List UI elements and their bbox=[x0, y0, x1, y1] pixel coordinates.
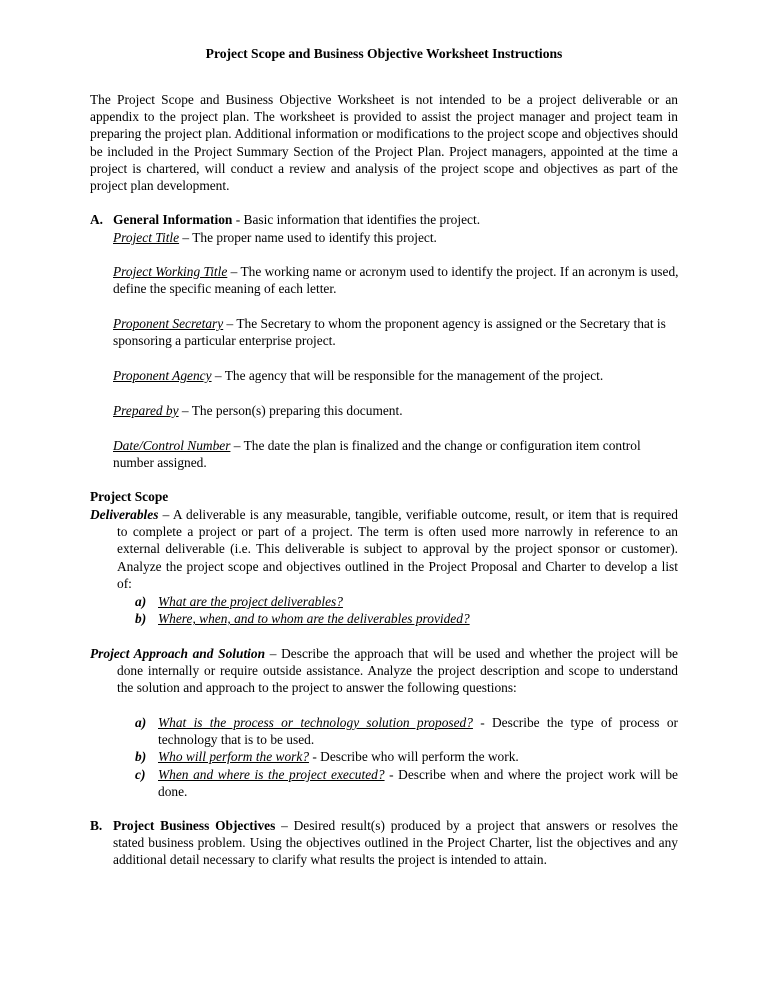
list-item bbox=[135, 593, 678, 610]
list-item bbox=[135, 748, 678, 765]
field-prepared-by bbox=[113, 402, 683, 419]
field-desc: – The person(s) preparing this document. bbox=[178, 403, 403, 418]
field-proponent-secretary bbox=[113, 315, 683, 349]
approach-paragraph bbox=[90, 645, 678, 697]
field-term: Project Working Title bbox=[113, 264, 228, 279]
deliverables-paragraph bbox=[90, 506, 678, 592]
question-letter: b) bbox=[135, 749, 147, 765]
field-desc: – The working name or acronym used to identify the project. If an acronym is used, define the specific meaning of each letter. bbox=[113, 264, 679, 297]
field-desc: – The agency that will be responsible for the management of the project. bbox=[211, 368, 604, 383]
question-letter: a) bbox=[135, 594, 147, 609]
page-title: Project Scope and Business Objective Worksheet Instructions bbox=[205, 46, 563, 61]
question-text: What are the project deliverables? bbox=[158, 594, 343, 609]
field-term: Proponent Secretary bbox=[113, 316, 224, 331]
project-scope-heading: Project Scope bbox=[90, 489, 169, 504]
approach-question-list bbox=[135, 714, 678, 800]
field-proponent-agency bbox=[113, 367, 683, 384]
section-b-letter: B. bbox=[90, 818, 103, 833]
question-letter: a) bbox=[135, 715, 147, 730]
section-a-heading bbox=[90, 211, 690, 228]
question-desc: - Describe who will perform the work. bbox=[309, 749, 519, 765]
field-desc: – The Secretary to whom the proponent agency is assigned or the Secretary that is sponsoring a particular enterprise project. bbox=[113, 316, 666, 349]
deliverables-text: – A deliverable is any measurable, tangible, verifiable outcome, result, or item that is required to complete a project or part of a project. The term is often used more narrowly in reference to an external deliverable (i.e. This deliverable is subject to approval by the project sponsor or customer). Analyze the project scope and objectives outlined in the Project Proposal and Charter to develop a list of: bbox=[117, 507, 678, 591]
list-item bbox=[135, 766, 678, 800]
list-item bbox=[135, 714, 678, 748]
field-term: Proponent Agency bbox=[113, 368, 212, 383]
intro-paragraph: The Project Scope and Business Objective Worksheet is not intended to be a project deliverable or an appendix to the project plan. The worksheet is provided to assist the project manager and project team in preparing the project plan. Additional information or modifications to the project scope and objectives should be included in the Project Summary Section of the Project Plan. Project managers, appointed at the time a project is chartered, will conduct a review and analysis of the project scope and objectives as part of the project plan development. bbox=[90, 92, 678, 194]
section-b-paragraph bbox=[90, 817, 678, 869]
field-project-title bbox=[113, 229, 683, 246]
field-term: Date/Control Number bbox=[113, 438, 231, 453]
deliverables-question-list bbox=[135, 593, 678, 627]
field-desc: – The proper name used to identify this project. bbox=[179, 230, 437, 245]
question-text: What is the process or technology solution proposed? bbox=[158, 715, 473, 730]
approach-lead: Project Approach and Solution bbox=[90, 646, 266, 661]
section-a-desc: - Basic information that identifies the project. bbox=[232, 212, 481, 227]
field-desc: – The date the plan is finalized and the change or configuration item control number assigned. bbox=[113, 438, 641, 471]
question-letter: b) bbox=[135, 611, 147, 627]
field-project-working-title bbox=[113, 263, 683, 297]
section-a-letter: A. bbox=[90, 212, 104, 227]
question-letter: c) bbox=[135, 766, 146, 782]
question-text: Where, when, and to whom are the deliverables provided? bbox=[158, 611, 470, 627]
question-desc: - Describe when and where the project work will be done. bbox=[158, 766, 678, 799]
deliverables-lead: Deliverables bbox=[90, 507, 159, 522]
section-b-title: Project Business Objectives bbox=[113, 818, 276, 833]
question-text: Who will perform the work? bbox=[158, 749, 310, 765]
field-term: Project Title bbox=[113, 230, 180, 245]
section-b-text: – Desired result(s) produced by a project that answers or resolves the stated business problem. Using the objectives outlined in the Project Charter, list the objectives and any additional detail necessary to clarify what results the project is intended to attain. bbox=[113, 818, 678, 868]
section-a-title: General Information bbox=[113, 212, 233, 227]
question-text: When and where is the project executed? bbox=[158, 766, 385, 782]
question-desc: - Describe the type of process or technology that is to be used. bbox=[158, 715, 678, 748]
field-term: Prepared by bbox=[113, 403, 179, 418]
approach-text: – Describe the approach that will be used and whether the project will be done internally or require outside assistance. Analyze the project description and scope to understand the solution and approach to the project to answer the following questions: bbox=[117, 646, 678, 696]
list-item bbox=[135, 610, 678, 627]
field-date-control-number bbox=[113, 437, 683, 471]
